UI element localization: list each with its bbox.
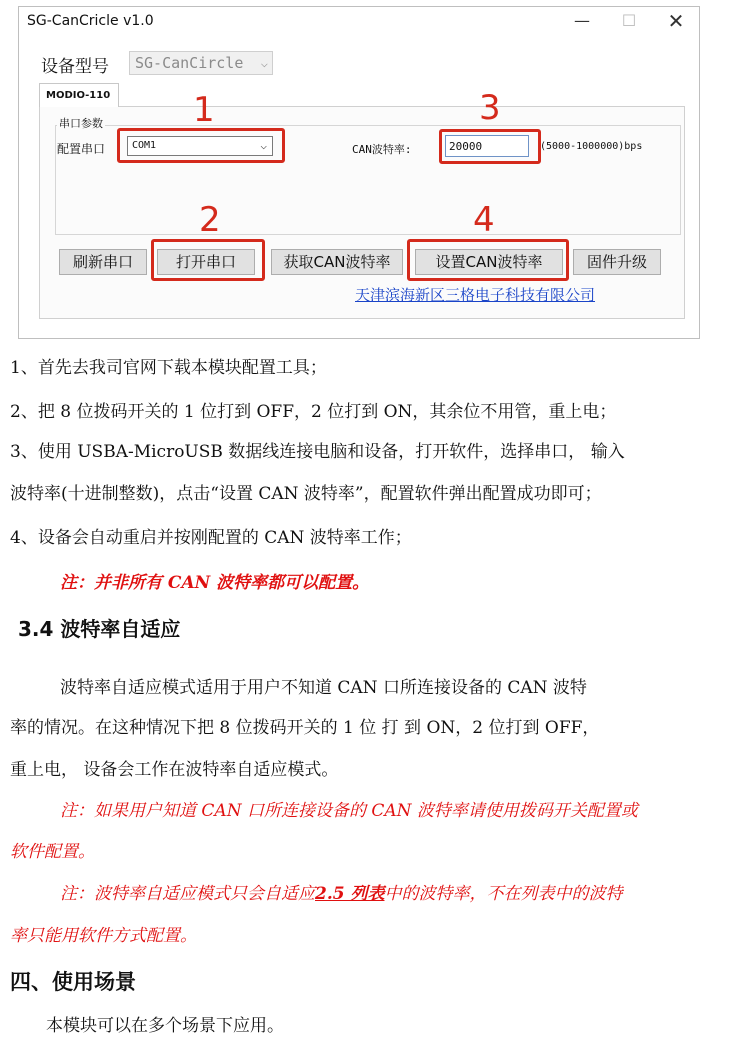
device-model-select[interactable] xyxy=(129,51,273,75)
window-title: SG-CanCricle v1.0 xyxy=(27,13,154,29)
list-2-5-link[interactable]: 2.5 列表 xyxy=(315,884,385,904)
can-rate-input[interactable]: 20000 xyxy=(445,135,529,157)
highlight-box-3 xyxy=(439,129,541,164)
step-1: 1、首先去我司官网下载本模块配置工具； xyxy=(10,358,327,378)
config-tool-window xyxy=(18,6,700,339)
section-4-heading: 四、使用场景 xyxy=(10,970,136,994)
port-value: COM1 xyxy=(132,140,157,151)
maximize-icon[interactable]: ☐ xyxy=(621,11,637,30)
autobaud-note1-line1: 注：如果用户知道 CAN 口所连接设备的 CAN 波特率请使用拨码开关配置或 xyxy=(60,801,638,821)
refresh-port-button[interactable]: 刷新串口 xyxy=(59,249,147,275)
note2-prefix: 注：波特率自适应模式只会自适应 xyxy=(60,884,315,904)
tab-modio-110[interactable]: MODIO-110 xyxy=(39,83,119,107)
set-can-rate-button[interactable]: 设置CAN波特率 xyxy=(415,249,563,275)
step-3-line2: 波特率(十进制整数)，点击“设置 CAN 波特率”，配置软件弹出配置成功即可； xyxy=(10,484,602,504)
section-3-4-heading: 3.4 波特率自适应 xyxy=(18,617,181,641)
autobaud-para-line3: 重上电， 设备会工作在波特率自适应模式。 xyxy=(10,760,339,780)
can-rate-hint: (5000-1000000)bps xyxy=(540,141,643,152)
autobaud-note2-line1 xyxy=(60,882,750,906)
get-can-rate-button[interactable]: 获取CAN波特率 xyxy=(271,249,403,275)
can-rate-label: CAN波特率: xyxy=(352,143,412,156)
device-model-value: SG-CanCircle xyxy=(135,54,244,72)
section-4-para: 本模块可以在多个场景下应用。 xyxy=(46,1016,284,1036)
device-model-label: 设备型号 xyxy=(41,57,109,77)
autobaud-para-line2: 率的情况。在这种情况下把 8 位拨码开关的 1 位 打 到 ON，2 位打到 OFF， xyxy=(10,718,600,738)
group-title: 串口参数 xyxy=(59,117,103,130)
marker-3: 3 xyxy=(479,88,501,128)
highlight-box-4 xyxy=(407,239,569,281)
highlight-box-1 xyxy=(117,128,285,163)
minimize-icon[interactable]: — xyxy=(574,11,590,30)
marker-4: 4 xyxy=(473,200,495,240)
step-2: 2、把 8 位拨码开关的 1 位打到 OFF，2 位打到 ON，其余位不用管，重上电； xyxy=(10,402,617,422)
firmware-upgrade-button[interactable]: 固件升级 xyxy=(573,249,661,275)
open-port-button[interactable]: 打开串口 xyxy=(157,249,255,275)
chevron-down-icon: ⌵ xyxy=(260,139,267,152)
note2-suffix: 中的波特率，不在列表中的波特 xyxy=(384,884,623,904)
company-link[interactable]: 天津滨海新区三格电子科技有限公司 xyxy=(355,286,596,304)
autobaud-note1-line2: 软件配置。 xyxy=(10,842,95,862)
highlight-box-2 xyxy=(151,239,265,281)
marker-2: 2 xyxy=(199,200,221,240)
autobaud-para-line1: 波特率自适应模式适用于用户不知道 CAN 口所连接设备的 CAN 波特 xyxy=(60,678,587,698)
step-4: 4、设备会自动重启并按刚配置的 CAN 波特率工作； xyxy=(10,528,412,548)
config-note: 注：并非所有 CAN 波特率都可以配置。 xyxy=(60,573,370,593)
port-label: 配置串口 xyxy=(57,142,106,156)
autobaud-note2-line2: 率只能用软件方式配置。 xyxy=(10,926,197,946)
close-icon[interactable]: ✕ xyxy=(667,9,685,33)
step-3-line1: 3、使用 USBA-MicroUSB 数据线连接电脑和设备，打开软件，选择串口， 输入 xyxy=(10,442,625,462)
chevron-down-icon: ⌵ xyxy=(260,56,268,70)
marker-1: 1 xyxy=(193,90,215,130)
